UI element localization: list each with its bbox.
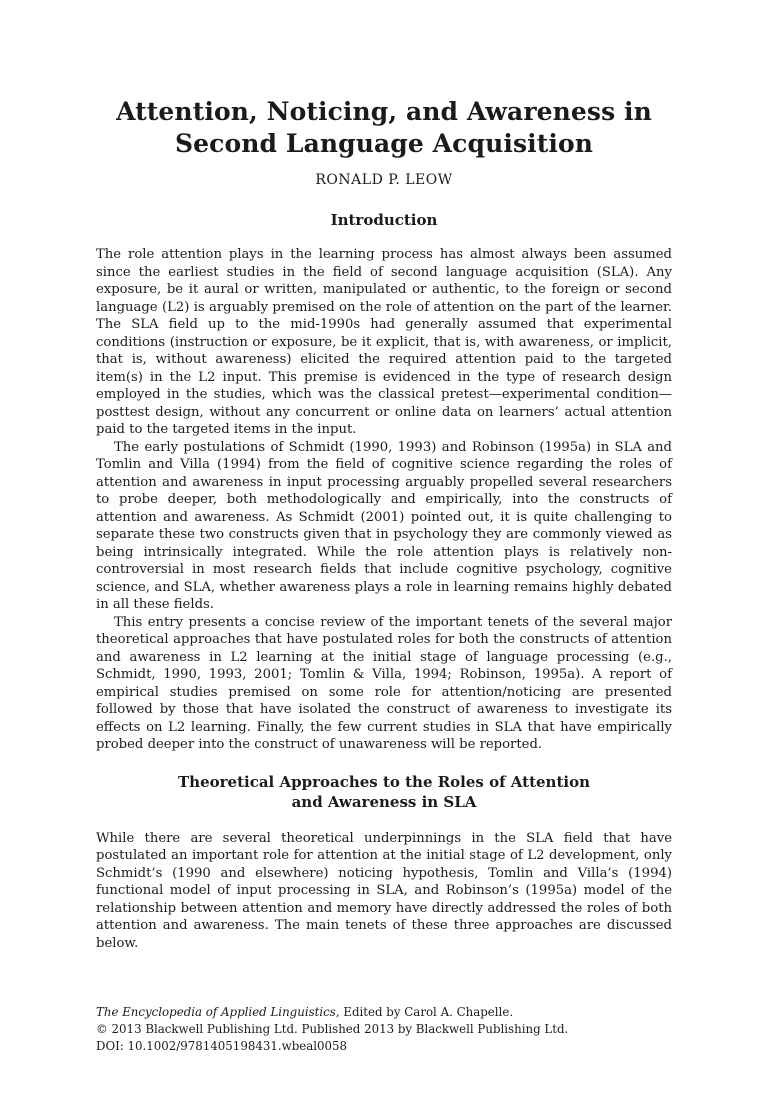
theoretical-paragraph: While there are several theoretical underpinnings in the SLA field that have postulated an important role for attention at the initial stage of L2 development, only Schmidt’s (1990 and elsewhere) noticing hypothesis, Tomlin and Villa’s (1994) functional model of input processing in SLA, and Robinson’s (1995a) model of the relationship between attention and memory have directly addressed the roles of both attention and awareness. The main tenets of these three approaches are discussed below. — [96, 830, 672, 951]
footer-doi: DOI: 10.1002/9781405198431.wbeal0058 — [96, 1039, 348, 1053]
introduction-paragraph-3: This entry presents a concise review of the important tenets of the several major theoretical approaches that have postulated roles for both the constructs of attention and awareness in L2 learning at the initial stage of language processing (e.g., Schmidt, 1990, 1993, 2001; Tomlin & Villa, 1994; Robinson, 1995a). A report of empirical studies premised on some role for attention/noticing are presented followed by those that have isolated the construct of awareness to investigate its effects on L2 learning. Finally, the few current studies in SLA that have empirically probed deeper into the construct of unawareness will be reported. — [96, 614, 672, 752]
article-title-line-2: Second Language Acquisition — [174, 129, 594, 158]
theoretical-heading-line-2: and Awareness in SLA — [291, 792, 477, 811]
footer-source-line — [96, 1004, 672, 1021]
introduction-heading: Introduction — [330, 211, 438, 229]
article-title-line-1: Attention, Noticing, and Awareness in — [116, 97, 652, 126]
theoretical-approaches-body — [96, 830, 672, 953]
article-title — [96, 96, 672, 160]
page — [0, 96, 768, 1120]
introduction-paragraph-1: The role attention plays in the learning process has almost always been assumed since the earliest studies in the field of second language acquisition (SLA). Any exposure, be it aural or written, manipulated or authentic, to the foreign or second language (L2) is arguably premised on the role of attention on the part of the learner. The SLA field up to the mid-1990s had generally assumed that experimental conditions (instruction or exposure, be it explicit, that is, with awareness, or implicit, that is, without awareness) elicited the required attention paid to the targeted item(s) in the L2 input. This premise is evidenced in the type of research design employed in the studies, which was the classical pretest—experimental condition—posttest design, without any concurrent or online data on learners’ actual attention paid to the targeted items in the input. — [96, 247, 672, 437]
footer-source-title: The Encyclopedia of Applied Linguistics — [96, 1005, 336, 1019]
introduction-body — [96, 246, 672, 754]
footer-copyright: © 2013 Blackwell Publishing Ltd. Published 2013 by Blackwell Publishing Ltd. — [96, 1022, 569, 1036]
author-name: RONALD P. LEOW — [315, 172, 453, 188]
theoretical-heading-line-1: Theoretical Approaches to the Roles of Attention — [178, 772, 590, 791]
citation-footer — [96, 1004, 672, 1055]
footer-source-rest: , Edited by Carol A. Chapelle. — [335, 1005, 514, 1019]
introduction-paragraph-2: The early postulations of Schmidt (1990, 1993) and Robinson (1995a) in SLA and Tomlin and Villa (1994) from the field of cognitive science regarding the roles of attention and awareness in input processing arguably propelled several researchers to probe deeper, both methodologically and empirically, into the constructs of attention and awareness. As Schmidt (2001) pointed out, it is quite challenging to separate these two constructs given that in psychology they are commonly viewed as being intrinsically integrated. While the role attention plays is relatively non-controversial in most research fields that include cognitive psychology, cognitive science, and SLA, whether awareness plays a role in learning remains highly debated in all these fields. — [96, 439, 672, 612]
theoretical-approaches-heading — [96, 772, 672, 812]
